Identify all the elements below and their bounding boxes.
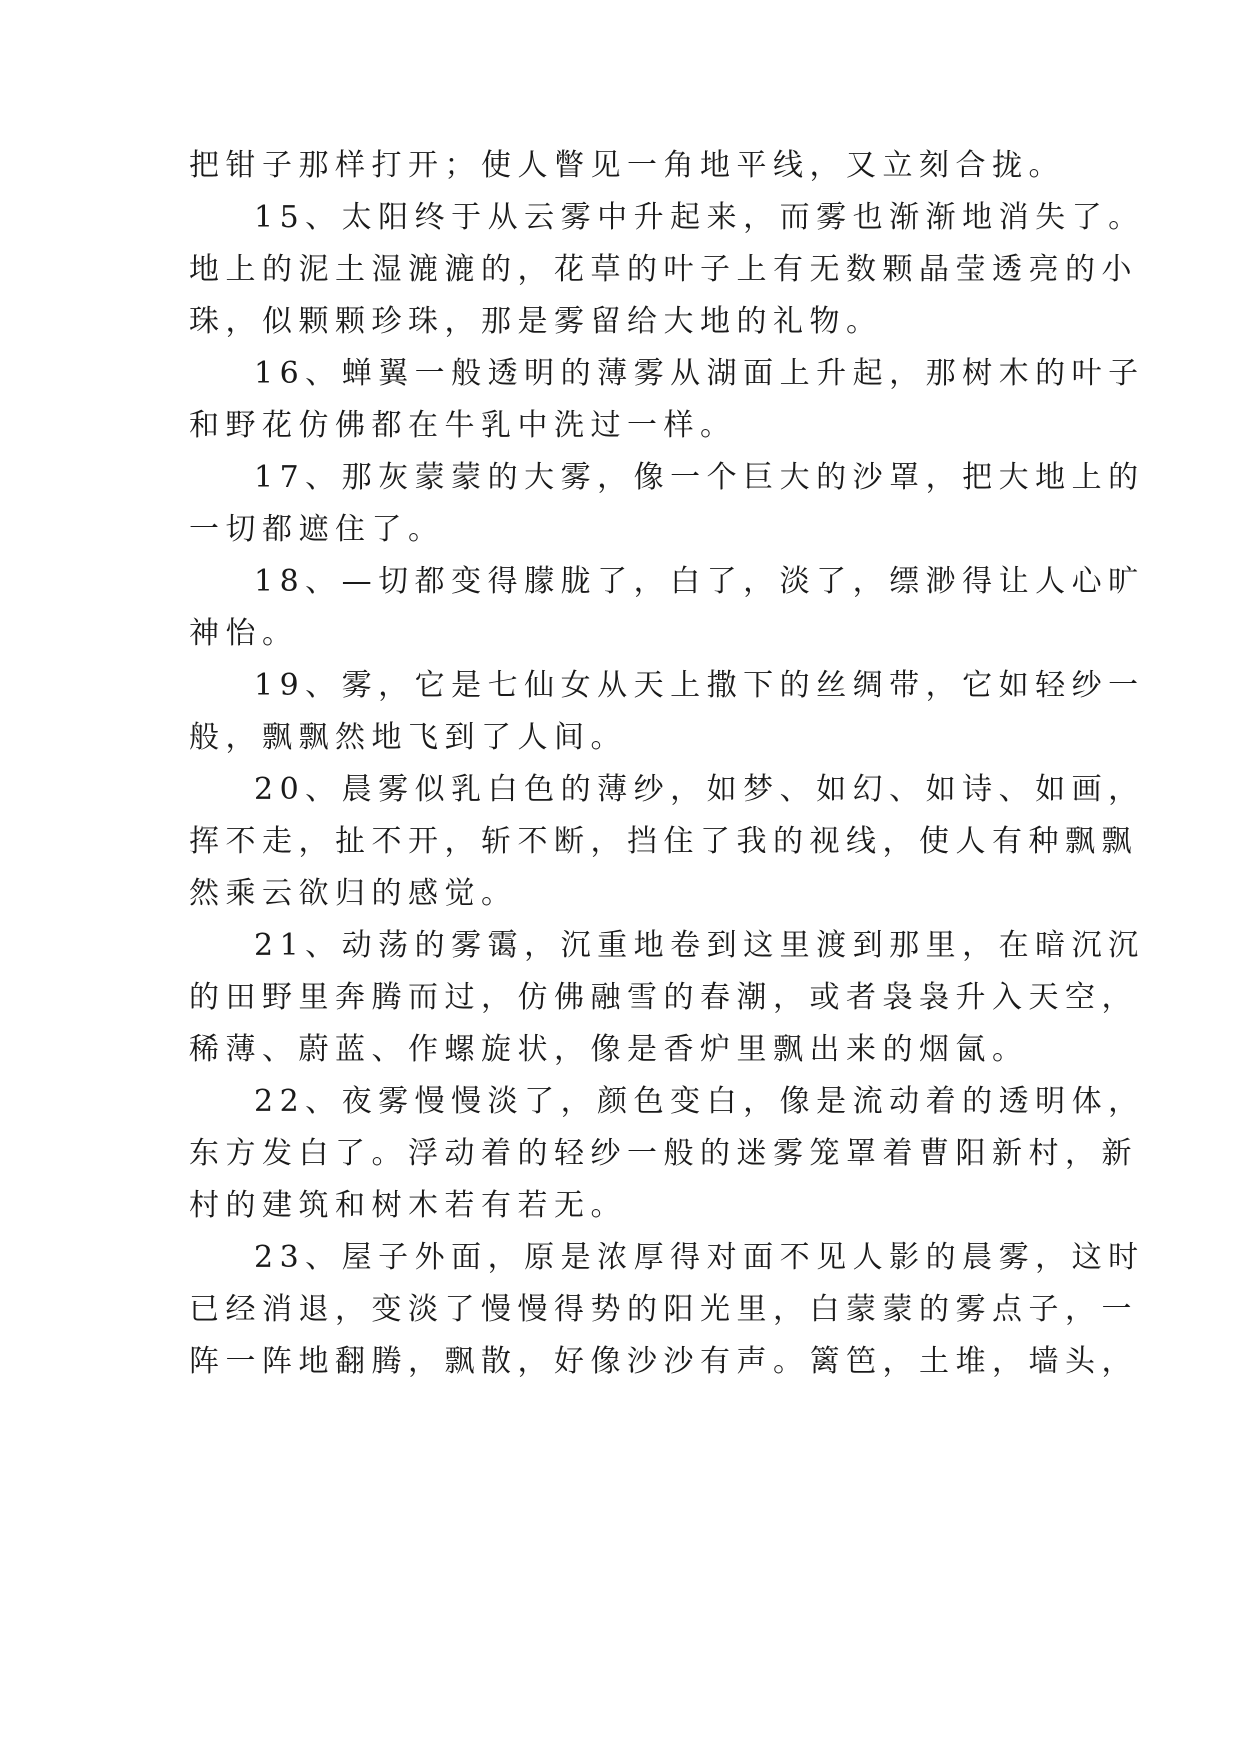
text-line: 神怡。	[189, 616, 299, 651]
item-19-line-1: 19、雾，它是七仙女从天上撒下的丝绸带，它如轻纱一	[254, 668, 1145, 703]
text-line: 一切都遮住了。	[189, 512, 445, 547]
text-line: 村的建筑和树木若有若无。	[189, 1188, 627, 1223]
text-line: 地上的泥土湿漉漉的，花草的叶子上有无数颗晶莹透亮的小	[189, 252, 1138, 287]
text-line: 和野花仿佛都在牛乳中洗过一样。	[189, 408, 737, 443]
item-23-line-1: 23、屋子外面，原是浓厚得对面不见人影的晨雾，这时	[254, 1240, 1145, 1275]
text-line: 的田野里奔腾而过，仿佛融雪的春潮，或者袅袅升入天空，	[189, 980, 1138, 1015]
text-line: 珠，似颗颗珍珠，那是雾留给大地的礼物。	[189, 304, 883, 339]
text-line: 阵一阵地翻腾，飘散，好像沙沙有声。篱笆，土堆，墙头，	[189, 1344, 1138, 1379]
item-21-line-1: 21、动荡的雾霭，沉重地卷到这里渡到那里，在暗沉沉	[254, 928, 1145, 963]
text-line: 挥不走，扯不开，斩不断，挡住了我的视线，使人有种飘飘	[189, 824, 1138, 859]
text-line: 般，飘飘然地飞到了人间。	[189, 720, 627, 755]
item-22-line-1: 22、夜雾慢慢淡了，颜色变白，像是流动着的透明体，	[254, 1084, 1145, 1119]
text-line: 然乘云欲归的感觉。	[189, 876, 518, 911]
item-18-line-1: 18、—切都变得朦胧了，白了，淡了，缥渺得让人心旷	[254, 564, 1145, 599]
item-20-line-1: 20、晨雾似乳白色的薄纱，如梦、如幻、如诗、如画，	[254, 772, 1145, 807]
item-17-line-1: 17、那灰蒙蒙的大雾，像一个巨大的沙罩，把大地上的	[254, 460, 1145, 495]
item-16-line-1: 16、蝉翼一般透明的薄雾从湖面上升起，那树木的叶子	[254, 356, 1145, 391]
text-line: 把钳子那样打开；使人瞥见一角地平线，又立刻合拢。	[189, 148, 1065, 183]
item-15-line-1: 15、太阳终于从云雾中升起来，而雾也渐渐地消失了。	[254, 200, 1145, 235]
text-line: 已经消退，变淡了慢慢得势的阳光里，白蒙蒙的雾点子，一	[189, 1292, 1138, 1327]
text-line: 稀薄、蔚蓝、作螺旋状，像是香炉里飘出来的烟氤。	[189, 1032, 1029, 1067]
text-line: 东方发白了。浮动着的轻纱一般的迷雾笼罩着曹阳新村，新	[189, 1136, 1138, 1171]
